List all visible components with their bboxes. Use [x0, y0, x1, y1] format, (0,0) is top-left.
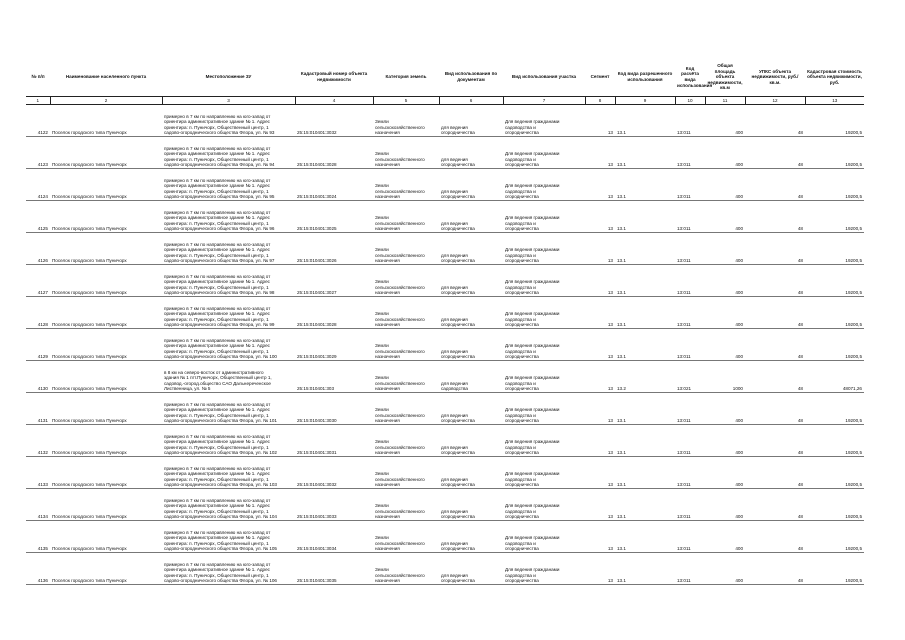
- calc-code-cell: 13:021: [675, 361, 705, 393]
- row-number-cell: 4132: [26, 425, 50, 457]
- cadastral-number-cell: 25:15:010401:3025: [295, 201, 373, 233]
- use-code-cell: 13.1: [615, 233, 675, 265]
- area-cell: 400: [705, 425, 745, 457]
- upks-cell: 48: [745, 489, 805, 521]
- use-code-cell: 13.1: [615, 425, 675, 457]
- column-header: Категория земель: [373, 58, 439, 97]
- upks-cell: 48: [745, 201, 805, 233]
- land-category-cell: Земли сельскохозяйственного назначения: [373, 233, 439, 265]
- land-use-cell: Для ведения гражданами садоводства и огородничества: [503, 521, 585, 553]
- calc-code-cell: 13:011: [675, 489, 705, 521]
- calc-code-cell: 13:011: [675, 457, 705, 489]
- column-header: Местоположение ЗУ: [162, 58, 295, 97]
- column-number: 5: [373, 97, 439, 105]
- land-category-cell: Земли сельскохозяйственного назначения: [373, 105, 439, 137]
- area-cell: 400: [705, 201, 745, 233]
- use-code-cell: 13.1: [615, 265, 675, 297]
- address-cell: примерно в 7 км по направлению на юго-запад от ориентира административное здание № 1. Адрес ориентира: п. Пуничорх, Общественный центр, 1 садово-огороднического общества Флора, ул. № 99: [162, 297, 295, 329]
- land-use-cell: Для ведения гражданами садоводства и огородничества: [503, 457, 585, 489]
- cadastral-value-cell: 19200,5: [805, 393, 864, 425]
- column-number: 10: [675, 97, 705, 105]
- table-row: [26, 521, 864, 553]
- area-cell: 400: [705, 265, 745, 297]
- land-use-cell: Для ведения гражданами садоводства и огородничества: [503, 553, 585, 585]
- column-number: 1: [26, 97, 50, 105]
- column-number: 8: [585, 97, 615, 105]
- land-category-cell: Земли сельскохозяйственного назначения: [373, 329, 439, 361]
- address-cell: примерно в 7 км по направлению на юго-запад от ориентира административное здание № 1. Адрес ориентира: п. Пуничорх, Общественный центр, 1 садово-огороднического общества Флора, ул. № 101: [162, 393, 295, 425]
- settlement-cell: Поселок городского типа Пуничорх: [50, 489, 162, 521]
- cadastral-number-cell: 25:15:010401:303: [295, 361, 373, 393]
- table-body: [26, 105, 864, 585]
- area-cell: 400: [705, 297, 745, 329]
- land-category-cell: Земли сельскохозяйственного назначения: [373, 137, 439, 169]
- column-number: 11: [705, 97, 745, 105]
- column-number-row: [26, 97, 864, 105]
- area-cell: 400: [705, 553, 745, 585]
- settlement-cell: Поселок городского типа Пуничорх: [50, 425, 162, 457]
- row-number-cell: 4130: [26, 361, 50, 393]
- cadastral-number-cell: 25:15:010401:3026: [295, 233, 373, 265]
- address-cell: примерно в 7 км по направлению на юго-запад от ориентира административное здание № 1. Адрес ориентира: п. Пуничорх, Общественный центр, 1 садово-огороднического общества Флора, ул. № 95: [162, 169, 295, 201]
- upks-cell: 48: [745, 105, 805, 137]
- calc-code-cell: 13:011: [675, 201, 705, 233]
- column-header: Наименование населенного пункта: [50, 58, 162, 97]
- calc-code-cell: 13:011: [675, 393, 705, 425]
- land-use-cell: Для ведения гражданами садоводства и огородничества: [503, 201, 585, 233]
- settlement-cell: Поселок городского типа Пуничорх: [50, 265, 162, 297]
- table-row: [26, 361, 864, 393]
- document-use-cell: для ведения огородничества: [439, 457, 503, 489]
- use-code-cell: 13.2: [615, 361, 675, 393]
- settlement-cell: Поселок городского типа Пуничорх: [50, 329, 162, 361]
- table-row: [26, 297, 864, 329]
- segment-cell: 13: [585, 137, 615, 169]
- use-code-cell: 13.1: [615, 169, 675, 201]
- segment-cell: 13: [585, 169, 615, 201]
- column-number: 3: [162, 97, 295, 105]
- use-code-cell: 13.1: [615, 521, 675, 553]
- upks-cell: 48: [745, 393, 805, 425]
- cadastral-value-cell: 19200,5: [805, 457, 864, 489]
- column-number: 9: [615, 97, 675, 105]
- segment-cell: 13: [585, 457, 615, 489]
- area-cell: 400: [705, 169, 745, 201]
- table-row: [26, 489, 864, 521]
- address-cell: примерно в 7 км по направлению на юго-запад от ориентира административное здание № 1. Адрес ориентира: п. Пуничорх, Общественный центр, 1 садово-огороднического общества Флора, ул. № 102: [162, 425, 295, 457]
- use-code-cell: 13.1: [615, 393, 675, 425]
- calc-code-cell: 13:011: [675, 329, 705, 361]
- address-cell: примерно в 7 км по направлению на юго-запад от ориентира административное здание № 1. Адрес ориентира: п. Пуничорх, Общественный центр, 1 садово-огороднического общества Флора, ул. № 100: [162, 329, 295, 361]
- address-cell: примерно в 7 км по направлению на юго-запад от ориентира административное здание № 1. Адрес ориентира: п. Пуничорх, Общественный центр, 1 садово-огороднического общества Флора, ул. № 94: [162, 137, 295, 169]
- document-use-cell: для ведения огородничества: [439, 393, 503, 425]
- cadastral-number-cell: 25:15:010401:3031: [295, 425, 373, 457]
- land-category-cell: Земли сельскохозяйственного назначения: [373, 361, 439, 393]
- area-cell: 400: [705, 489, 745, 521]
- land-use-cell: Для ведения гражданами садоводства и огородничества: [503, 361, 585, 393]
- table-row: [26, 265, 864, 297]
- upks-cell: 48: [745, 233, 805, 265]
- column-header: Вид использования участка: [503, 58, 585, 97]
- cadastral-number-cell: 25:15:010401:3028: [295, 297, 373, 329]
- cadastral-number-cell: 25:15:010401:3034: [295, 521, 373, 553]
- calc-code-cell: 13:011: [675, 137, 705, 169]
- address-cell: примерно в 7 км по направлению на юго-запад от ориентира административное здание № 1. Адрес ориентира: п. Пуничорх, Общественный центр, 1 садово-огороднического общества Флора, ул. № 103: [162, 457, 295, 489]
- upks-cell: 48: [745, 169, 805, 201]
- land-use-cell: Для ведения гражданами садоводства и огородничества: [503, 169, 585, 201]
- land-use-cell: Для ведения гражданами садоводства и огородничества: [503, 425, 585, 457]
- address-cell: примерно в 7 км по направлению на юго-запад от ориентира административное здание № 1. Адрес ориентира: п. Пуничорх, Общественный центр, 1 садово-огороднического общества Флора, ул. № 97: [162, 233, 295, 265]
- document-use-cell: для ведения огородничества: [439, 265, 503, 297]
- area-cell: 400: [705, 137, 745, 169]
- row-number-cell: 4127: [26, 265, 50, 297]
- cadastral-value-cell: 48071,26: [805, 361, 864, 393]
- cadastral-number-cell: 25:15:010401:3032: [295, 457, 373, 489]
- land-category-cell: Земли сельскохозяйственного назначения: [373, 265, 439, 297]
- land-category-cell: Земли сельскохозяйственного назначения: [373, 201, 439, 233]
- header-row: [26, 58, 864, 97]
- settlement-cell: Поселок городского типа Пуничорх: [50, 137, 162, 169]
- table-row: [26, 553, 864, 585]
- table-row: [26, 105, 864, 137]
- cadastral-value-cell: 19200,5: [805, 169, 864, 201]
- cadastral-value-cell: 19200,5: [805, 521, 864, 553]
- cadastral-value-cell: 19200,5: [805, 553, 864, 585]
- column-header: Вид использования по документам: [439, 58, 503, 97]
- calc-code-cell: 13:011: [675, 105, 705, 137]
- document-use-cell: для ведения огородничества: [439, 553, 503, 585]
- table-row: [26, 233, 864, 265]
- land-use-cell: Для ведения гражданами садоводства и огородничества: [503, 297, 585, 329]
- calc-code-cell: 13:011: [675, 425, 705, 457]
- settlement-cell: Поселок городского типа Пуничорх: [50, 393, 162, 425]
- row-number-cell: 4123: [26, 137, 50, 169]
- segment-cell: 13: [585, 297, 615, 329]
- table-row: [26, 329, 864, 361]
- column-header: Общая площадь объекта недвижимости, кв.м: [705, 58, 745, 97]
- land-use-cell: Для ведения гражданами садоводства и огородничества: [503, 137, 585, 169]
- segment-cell: 13: [585, 521, 615, 553]
- cadastral-value-cell: 19200,5: [805, 105, 864, 137]
- land-use-cell: Для ведения гражданами садоводства и огородничества: [503, 233, 585, 265]
- row-number-cell: 4134: [26, 489, 50, 521]
- table-row: [26, 457, 864, 489]
- land-use-cell: Для ведения гражданами садоводства и огородничества: [503, 329, 585, 361]
- column-header: Код расчёта вида использования: [675, 58, 705, 97]
- column-number-row-group: [26, 97, 864, 105]
- settlement-cell: Поселок городского типа Пуничорх: [50, 169, 162, 201]
- area-cell: 400: [705, 233, 745, 265]
- cadastral-table: [26, 58, 864, 585]
- document-use-cell: для ведения огородничества: [439, 297, 503, 329]
- row-number-cell: 4131: [26, 393, 50, 425]
- segment-cell: 13: [585, 105, 615, 137]
- cadastral-value-cell: 19200,5: [805, 297, 864, 329]
- land-category-cell: Земли сельскохозяйственного назначения: [373, 297, 439, 329]
- cadastral-number-cell: 25:15:010401:3028: [295, 137, 373, 169]
- land-use-cell: Для ведения гражданами садоводства и огородничества: [503, 105, 585, 137]
- settlement-cell: Поселок городского типа Пуничорх: [50, 361, 162, 393]
- upks-cell: 48: [745, 361, 805, 393]
- land-category-cell: Земли сельскохозяйственного назначения: [373, 457, 439, 489]
- upks-cell: 48: [745, 265, 805, 297]
- row-number-cell: 4133: [26, 457, 50, 489]
- cadastral-value-cell: 19200,5: [805, 265, 864, 297]
- land-use-cell: Для ведения гражданами садоводства и огородничества: [503, 265, 585, 297]
- document-use-cell: для ведения огородничества: [439, 489, 503, 521]
- column-header: УПКС объекта недвижимости, руб./кв.м.: [745, 58, 805, 97]
- table-row: [26, 201, 864, 233]
- row-number-cell: 4125: [26, 201, 50, 233]
- use-code-cell: 13.1: [615, 297, 675, 329]
- land-category-cell: Земли сельскохозяйственного назначения: [373, 169, 439, 201]
- area-cell: 400: [705, 393, 745, 425]
- segment-cell: 13: [585, 233, 615, 265]
- calc-code-cell: 13:011: [675, 553, 705, 585]
- table-row: [26, 425, 864, 457]
- land-use-cell: Для ведения гражданами садоводства и огородничества: [503, 393, 585, 425]
- cadastral-number-cell: 25:15:010401:3033: [295, 489, 373, 521]
- use-code-cell: 13.1: [615, 201, 675, 233]
- cadastral-value-cell: 19200,5: [805, 329, 864, 361]
- land-category-cell: Земли сельскохозяйственного назначения: [373, 553, 439, 585]
- address-cell: примерно в 7 км по направлению на юго-запад от ориентира административное здание № 1. Адрес ориентира: п. Пуничорх, Общественный центр, 1 садово-огороднического общества Флора, ул. № 93: [162, 105, 295, 137]
- cadastral-value-cell: 19200,5: [805, 137, 864, 169]
- segment-cell: 13: [585, 361, 615, 393]
- segment-cell: 13: [585, 489, 615, 521]
- segment-cell: 13: [585, 393, 615, 425]
- segment-cell: 13: [585, 425, 615, 457]
- row-number-cell: 4128: [26, 297, 50, 329]
- calc-code-cell: 13:011: [675, 169, 705, 201]
- row-number-cell: 4122: [26, 105, 50, 137]
- row-number-cell: 4129: [26, 329, 50, 361]
- cadastral-number-cell: 25:15:010401:3029: [295, 329, 373, 361]
- document-use-cell: для ведения огородничества: [439, 233, 503, 265]
- address-cell: примерно в 7 км по направлению на юго-запад от ориентира административное здание № 1. Адрес ориентира: п. Пуничорх, Общественный центр, 1 садово-огороднического общества Флора, ул. № 98: [162, 265, 295, 297]
- document-use-cell: для ведения огородничества: [439, 521, 503, 553]
- column-number: 4: [295, 97, 373, 105]
- settlement-cell: Поселок городского типа Пуничорх: [50, 457, 162, 489]
- calc-code-cell: 13:011: [675, 297, 705, 329]
- column-number: 12: [745, 97, 805, 105]
- area-cell: 400: [705, 521, 745, 553]
- land-category-cell: Земли сельскохозяйственного назначения: [373, 425, 439, 457]
- segment-cell: 13: [585, 553, 615, 585]
- table-row: [26, 169, 864, 201]
- land-category-cell: Земли сельскохозяйственного назначения: [373, 521, 439, 553]
- calc-code-cell: 13:011: [675, 521, 705, 553]
- cadastral-value-cell: 19200,5: [805, 201, 864, 233]
- row-number-cell: 4124: [26, 169, 50, 201]
- column-header: № п/п: [26, 58, 50, 97]
- table-row: [26, 393, 864, 425]
- use-code-cell: 13.1: [615, 489, 675, 521]
- upks-cell: 48: [745, 521, 805, 553]
- area-cell: 1000: [705, 361, 745, 393]
- calc-code-cell: 13:011: [675, 265, 705, 297]
- settlement-cell: Поселок городского типа Пуничорх: [50, 297, 162, 329]
- upks-cell: 48: [745, 329, 805, 361]
- upks-cell: 48: [745, 553, 805, 585]
- document-use-cell: для ведения огородничества: [439, 105, 503, 137]
- area-cell: 400: [705, 457, 745, 489]
- document-use-cell: для ведения огородничества: [439, 425, 503, 457]
- settlement-cell: Поселок городского типа Пуничорх: [50, 521, 162, 553]
- document-use-cell: для ведения огородничества: [439, 329, 503, 361]
- settlement-cell: Поселок городского типа Пуничорх: [50, 105, 162, 137]
- calc-code-cell: 13:011: [675, 233, 705, 265]
- row-number-cell: 4135: [26, 521, 50, 553]
- column-header: Кадастровая стоимость объекта недвижимости, руб.: [805, 58, 864, 97]
- document-use-cell: для ведения огородничества: [439, 201, 503, 233]
- address-cell: примерно в 7 км по направлению на юго-запад от ориентира административное здание № 1. Адрес ориентира: п. Пуничорх, Общественный центр, 1 садово-огороднического общества Флора, ул. № 106: [162, 553, 295, 585]
- upks-cell: 48: [745, 457, 805, 489]
- column-header: Сегмент: [585, 58, 615, 97]
- row-number-cell: 4126: [26, 233, 50, 265]
- table-header: [26, 58, 864, 97]
- area-cell: 400: [705, 329, 745, 361]
- segment-cell: 13: [585, 201, 615, 233]
- segment-cell: 13: [585, 265, 615, 297]
- settlement-cell: Поселок городского типа Пуничорх: [50, 233, 162, 265]
- cadastral-number-cell: 25:15:010401:3024: [295, 169, 373, 201]
- use-code-cell: 13.1: [615, 329, 675, 361]
- cadastral-value-cell: 19200,5: [805, 425, 864, 457]
- upks-cell: 48: [745, 297, 805, 329]
- cadastral-value-cell: 19200,5: [805, 233, 864, 265]
- column-number: 6: [439, 97, 503, 105]
- segment-cell: 13: [585, 329, 615, 361]
- address-cell: примерно в 7 км по направлению на юго-запад от ориентира административное здание № 1. Адрес ориентира: п. Пуничорх, Общественный центр, 1 садово-огороднического общества Флора, ул. № 96: [162, 201, 295, 233]
- cadastral-sheet: [26, 58, 864, 585]
- land-category-cell: Земли сельскохозяйственного назначения: [373, 489, 439, 521]
- use-code-cell: 13.1: [615, 137, 675, 169]
- cadastral-number-cell: 25:15:010401:3030: [295, 393, 373, 425]
- area-cell: 400: [705, 105, 745, 137]
- cadastral-number-cell: 25:15:010401:3027: [295, 265, 373, 297]
- column-header: Кадастровый номер объекта недвижимости: [295, 58, 373, 97]
- settlement-cell: Поселок городского типа Пуничорх: [50, 553, 162, 585]
- address-cell: примерно в 7 км по направлению на юго-запад от ориентира административное здание № 1. Адрес ориентира: п. Пуничорх, Общественный центр, 1 садово-огороднического общества Флора, ул. № 105: [162, 521, 295, 553]
- document-use-cell: для ведения садоводства: [439, 361, 503, 393]
- column-number: 13: [805, 97, 864, 105]
- column-number: 2: [50, 97, 162, 105]
- land-use-cell: Для ведения гражданами садоводства и огородничества: [503, 489, 585, 521]
- use-code-cell: 13.1: [615, 457, 675, 489]
- land-category-cell: Земли сельскохозяйственного назначения: [373, 393, 439, 425]
- use-code-cell: 13.1: [615, 105, 675, 137]
- row-number-cell: 4136: [26, 553, 50, 585]
- table-row: [26, 137, 864, 169]
- address-cell: в 8 км на северо-восток от административного здания № 1 пгт.Пуничорх, Общественный центр 1, садовод.-огород.общество САО Дальнереченское Лиственница, ул. № 5: [162, 361, 295, 393]
- cadastral-number-cell: 25:15:010401:3035: [295, 553, 373, 585]
- settlement-cell: Поселок городского типа Пуничорх: [50, 201, 162, 233]
- column-header: Код вида разрешенного использования: [615, 58, 675, 97]
- use-code-cell: 13.1: [615, 553, 675, 585]
- cadastral-number-cell: 25:15:010401:3032: [295, 105, 373, 137]
- upks-cell: 48: [745, 137, 805, 169]
- upks-cell: 48: [745, 425, 805, 457]
- address-cell: примерно в 7 км по направлению на юго-запад от ориентира административное здание № 1. Адрес ориентира: п. Пуничорх, Общественный центр, 1 садово-огороднического общества Флора, ул. № 104: [162, 489, 295, 521]
- column-number: 7: [503, 97, 585, 105]
- cadastral-value-cell: 19200,5: [805, 489, 864, 521]
- document-use-cell: для ведения огородничества: [439, 137, 503, 169]
- document-use-cell: для ведения огородничества: [439, 169, 503, 201]
